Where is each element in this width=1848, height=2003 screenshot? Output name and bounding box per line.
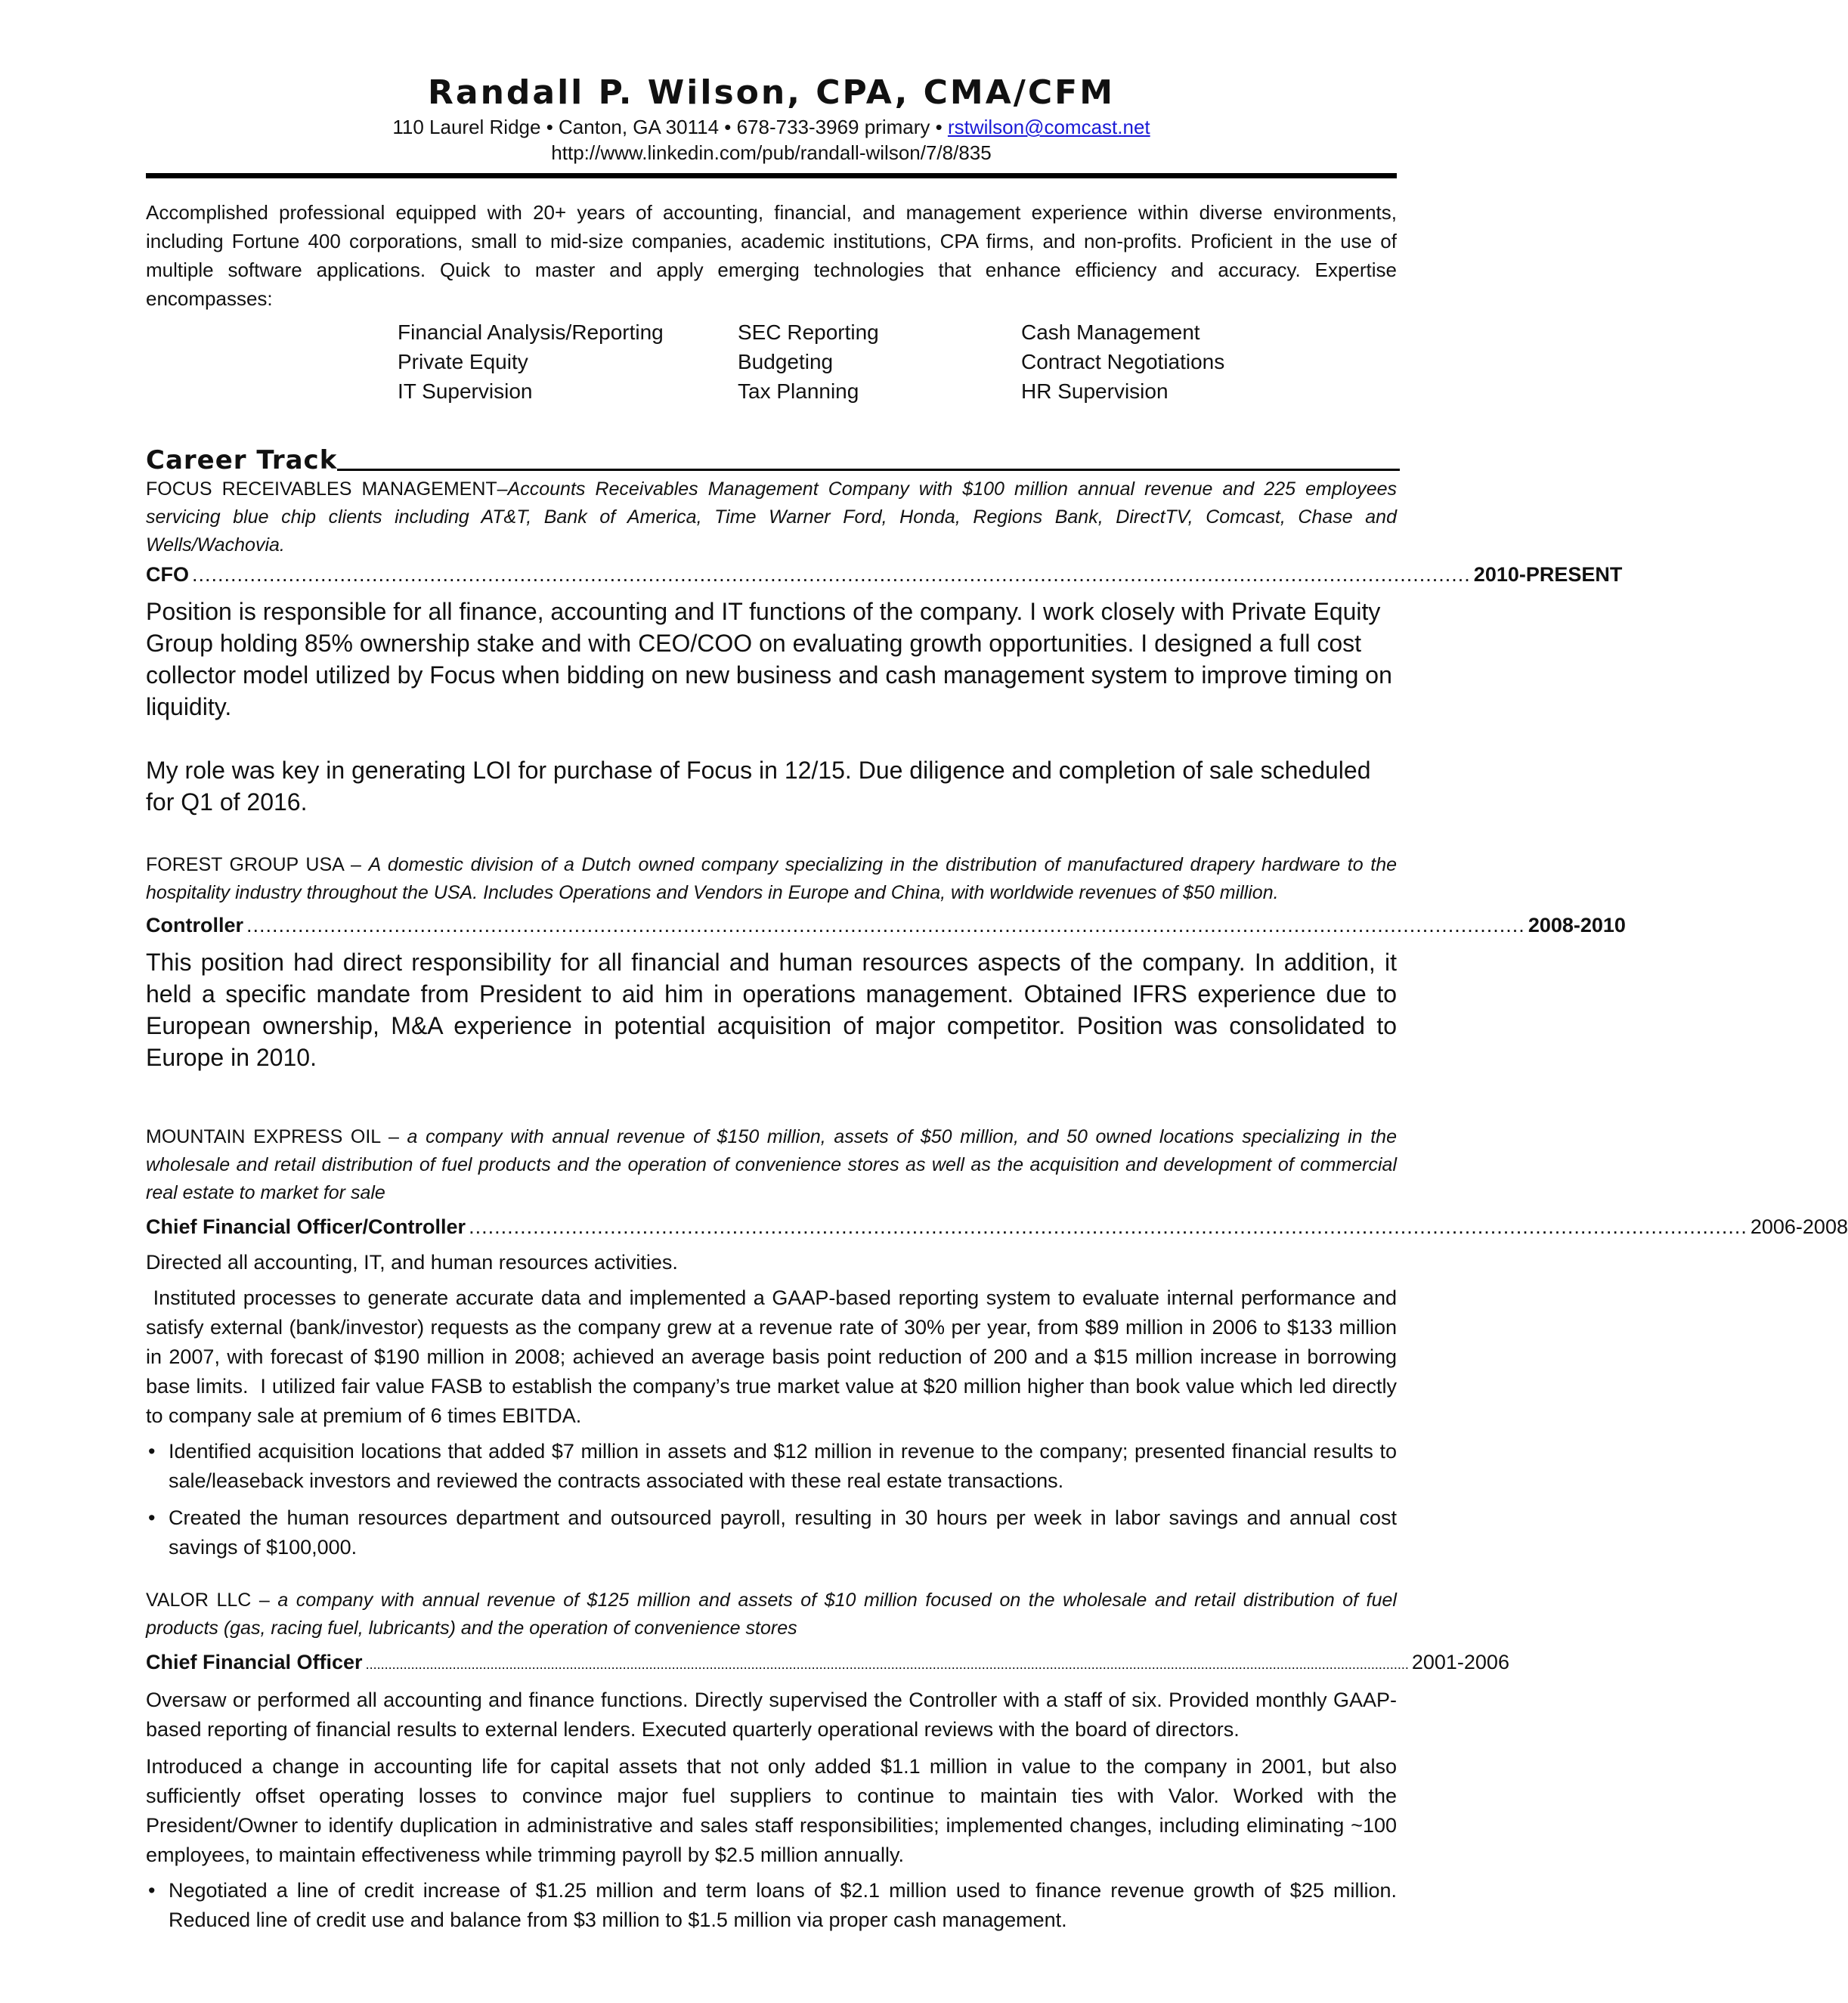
job-valor: [146, 1587, 1509, 1935]
resume-header: [146, 72, 1397, 166]
company-description: a company with annual revenue of $150 million, assets of $50 million, and 50 owned locations specializing in the wholesale and retail distribution of fuel products and the operation of convenience stores as well as the acquisition and development of commercial real estate to market for sale: [146, 1126, 1397, 1203]
skill-item: Private Equity: [398, 350, 528, 373]
job-title: Chief Financial Officer: [146, 1651, 363, 1673]
job-paragraph: Introduced a change in accounting life for capital assets that not only added $1.1 million in value to the company in 2001, but also sufficiently offset operating losses to convince major fuel suppliers to continue to maintain ties with Valor. Worked with the President/Owner to identify duplication in administrative and sales staff responsibilities; implemented changes, including eliminating ~100 employees, to maintain effectiveness while trimming payroll by $2.5 million annually.: [146, 1755, 1397, 1866]
job-paragraph: Oversaw or performed all accounting and finance functions. Directly supervised the Controller with a staff of six. Provided monthly GAAP-based reporting of financial results to external lenders. Executed quarterly operational reviews with the board of directors.: [146, 1689, 1397, 1741]
job-paragraph: Position is responsible for all finance, accounting and IT functions of the company. I work closely with Private Equity Group holding 85% ownership stake and with CEO/COO on evaluating growth opportunities. I designed a full cost collector model utilized by Focus when bidding on new business and cash management system to improve timing on liquidity.: [146, 598, 1392, 720]
company-info: [146, 1587, 1397, 1642]
job-mountain-express: [146, 1123, 1848, 1562]
company-name: MOUNTAIN EXPRESS OIL –: [146, 1126, 407, 1147]
candidate-name: Randall P. Wilson, CPA, CMA/CFM: [428, 73, 1115, 112]
achievement-bullet: • Identified acquisition locations that added $7 million in assets and $12 million in revenue to the company; presented financial results to sale/leaseback investors and reviewed the contracts associated with these real estate transactions.: [146, 1437, 1397, 1496]
header-divider: [146, 173, 1397, 178]
role-line: [146, 559, 1623, 590]
achievement-bullet: • Negotiated a line of credit increase of $1.25 million and term loans of $2.1 million used to finance revenue growth of $25 million. Reduced line of credit use and balance from $3 million to $1.5 million via proper cash management.: [146, 1876, 1397, 1935]
company-name: FOREST GROUP USA –: [146, 854, 369, 875]
skill-item: HR Supervision: [1021, 379, 1169, 403]
company-description: A domestic division of a Dutch owned company specializing in the distribution of manufactured drapery hardware to the hospitality industry throughout the USA. Includes Operations and Vendors in Europe and China, with worldwide revenues of $50 million.: [146, 854, 1397, 903]
resume-page: [146, 72, 1848, 1943]
job-dates: 2010-PRESENT: [1473, 563, 1623, 586]
leader-dots: .......................................................................................................................................................................................................: [192, 563, 1471, 586]
job-dates: 2001-2006: [1411, 1651, 1509, 1673]
job-paragraph: My role was key in generating LOI for purchase of Focus in 12/15. Due diligence and completion of sale scheduled for Q1 of 2016.: [146, 757, 1371, 816]
section-underline: [337, 469, 1400, 471]
role-line: [146, 910, 1626, 940]
contact-line: [146, 114, 1397, 140]
company-info: [146, 1123, 1397, 1207]
achievement-bullet: • Created the human resources department and outsourced payroll, resulting in 30 hours per week in labor savings and annual cost savings of $100,000.: [146, 1503, 1397, 1562]
leader-dots: ....................................................................................................................................................................................................................................................................................: [365, 1657, 1409, 1672]
job-forest-group: [146, 851, 1626, 1073]
company-info: [146, 475, 1397, 559]
role-line: [146, 1212, 1848, 1242]
skill-item: Contract Negotiations: [1021, 350, 1225, 373]
section-title: Career Track: [146, 445, 338, 475]
skill-item: Cash Management: [1021, 320, 1200, 344]
summary-paragraph: Accomplished professional equipped with 20+ years of accounting, financial, and management experience within diverse environments, including Fortune 400 corporations, small to mid-size companies, academic institutions, CPA firms, and non-profits. Proficient in the use of multiple software applications. Quick to master and apply emerging technologies that enhance efficiency and accuracy. Expertise encompasses:: [146, 201, 1397, 310]
skill-item: Budgeting: [738, 350, 834, 373]
job-title: CFO: [146, 563, 189, 586]
achievement-list: [146, 1437, 1397, 1562]
leader-dots: .......................................................................................................................................................................................................: [469, 1215, 1747, 1238]
role-line: [146, 1647, 1509, 1679]
company-name: VALOR LLC –: [146, 1590, 278, 1611]
career-track-heading: [146, 445, 1397, 475]
email-link[interactable]: rstwilson@comcast.net: [947, 116, 1150, 138]
company-name: FOCUS RECEIVABLES MANAGEMENT–: [146, 478, 508, 500]
achievement-list: [146, 1876, 1397, 1935]
job-title: Chief Financial Officer/Controller: [146, 1215, 466, 1238]
job-paragraph: This position had direct responsibility for all financial and human resources aspects of the company. In addition, it held a specific mandate from President to aid him in operations management. Obtained IFRS experience due to European ownership, M&A experience in potential acquisition of major competitor. Position was consolidated to Europe in 2010.: [146, 949, 1397, 1071]
skill-item: Tax Planning: [738, 379, 859, 403]
address-phone: 110 Laurel Ridge • Canton, GA 30114 • 678-733-3969 primary •: [392, 116, 948, 138]
job-dates: 2006-2008: [1750, 1215, 1848, 1238]
skill-item: Financial Analysis/Reporting: [398, 320, 664, 344]
skills-grid: [398, 317, 1397, 406]
job-paragraph: Directed all accounting, IT, and human resources activities.: [146, 1251, 678, 1274]
job-dates: 2008-2010: [1528, 914, 1626, 936]
skill-item: IT Supervision: [398, 379, 533, 403]
job-paragraph: Instituted processes to generate accurate data and implemented a GAAP-based reporting system to evaluate internal performance and satisfy external (bank/investor) requests as the company grew at a revenue rate of 30% per year, from $89 million in 2006 to $133 million in 2007, with forecast of $190 million in 2008; achieved an average basis point reduction of 200 and a $15 million increase in borrowing base limits. I utilized fair value FASB to establish the company’s true market value at $20 million higher than book value which led directly to company sale at premium of 6 times EBITDA.: [146, 1286, 1403, 1427]
company-description: Accounts Receivables Management Company with $100 million annual revenue and 225 employees servicing blue chip clients including AT&T, Bank of America, Time Warner Ford, Honda, Regions Bank, DirectTV, Comcast, Chase and Wells/Wachovia.: [146, 478, 1398, 556]
company-info: [146, 851, 1397, 907]
skill-item: SEC Reporting: [738, 320, 879, 344]
leader-dots: .......................................................................................................................................................................................................: [246, 914, 1525, 936]
job-title: Controller: [146, 914, 244, 936]
linkedin-url: http://www.linkedin.com/pub/randall-wilson/7/8/835: [551, 141, 992, 164]
job-focus: [146, 475, 1623, 818]
company-description: a company with annual revenue of $125 million and assets of $10 million focused on the wholesale and retail distribution of fuel products (gas, racing fuel, lubricants) and the operation of convenience stores: [146, 1590, 1397, 1639]
